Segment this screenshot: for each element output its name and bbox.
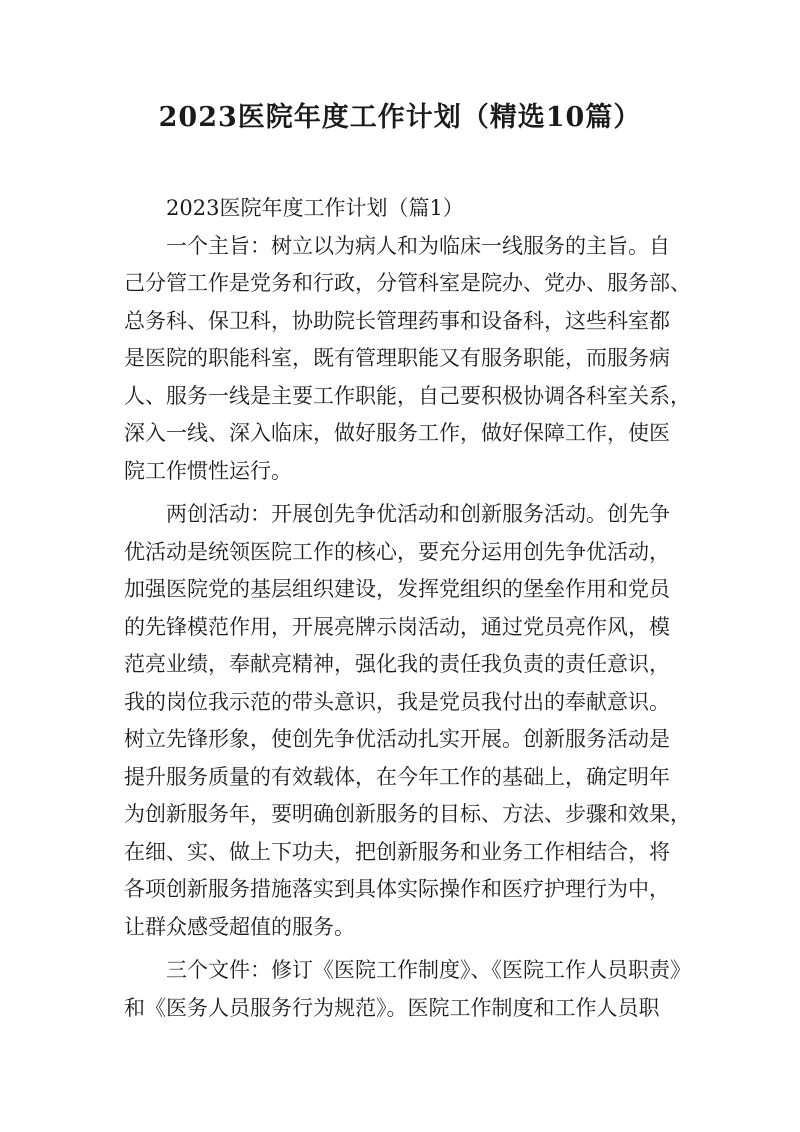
section-heading: 2023医院年度工作计划（篇1） bbox=[166, 196, 464, 220]
paragraph-line: 各项创新服务措施落实到具体实际操作和医疗护理行为中， bbox=[124, 877, 670, 901]
paragraph-line: 提升服务质量的有效载体，在今年工作的基础上，确定明年 bbox=[124, 764, 670, 789]
paragraph-line: 优活动是统领医院工作的核心，要充分运用创先争优活动， bbox=[124, 539, 670, 564]
paragraph-line: 我的岗位我示范的带头意识，我是党员我付出的奉献意识。 bbox=[124, 689, 670, 714]
paragraph-line: 加强医院党的基层组织建设，发挥党组织的堡垒作用和党员 bbox=[124, 577, 670, 601]
paragraph-line: 范亮业绩，奉献亮精神，强化我的责任我负责的责任意识， bbox=[124, 652, 670, 676]
paragraph-line: 树立先锋形象，使创先争优活动扎实开展。创新服务活动是 bbox=[124, 727, 670, 751]
paragraph-line: 为创新服务年，要明确创新服务的目标、方法、步骤和效果， bbox=[124, 802, 691, 826]
paragraph-line: 是医院的职能科室，既有管理职能又有服务职能，而服务病 bbox=[124, 346, 670, 370]
paragraph-line: 院工作惯性运行。 bbox=[124, 458, 292, 483]
paragraph-line: 的先锋模范作用，开展亮牌示岗活动，通过党员亮作风，模 bbox=[124, 614, 670, 639]
document-title: 2023医院年度工作计划（精选10篇） bbox=[158, 102, 642, 133]
document-body bbox=[124, 190, 691, 1027]
paragraph-line: 一个主旨：树立以为病人和为临床一线服务的主旨。自 bbox=[166, 233, 670, 258]
paragraph-line: 让群众感受超值的服务。 bbox=[124, 914, 355, 939]
paragraph-line: 在细、实、做上下功夫，把创新服务和业务工作相结合，将 bbox=[124, 839, 670, 864]
paragraph-line: 和《医务人员服务行为规范》。医院工作制度和工作人员职 bbox=[124, 995, 660, 1020]
paragraph-line: 深入一线、深入临床，做好服务工作，做好保障工作，使医 bbox=[124, 421, 670, 445]
paragraph-line: 总务科、保卫科，协助院长管理药事和设备科，这些科室都 bbox=[124, 308, 670, 333]
paragraph-line: 三个文件：修订《医院工作制度》、《医院工作人员职责》 bbox=[166, 958, 691, 982]
paragraph-line: 己分管工作是党务和行政，分管科室是院办、党办、服务部、 bbox=[124, 271, 691, 295]
paragraph-line: 两创活动：开展创先争优活动和创新服务活动。创先争 bbox=[166, 502, 670, 526]
paragraph-line: 人、服务一线是主要工作职能，自己要积极协调各科室关系， bbox=[124, 383, 691, 408]
